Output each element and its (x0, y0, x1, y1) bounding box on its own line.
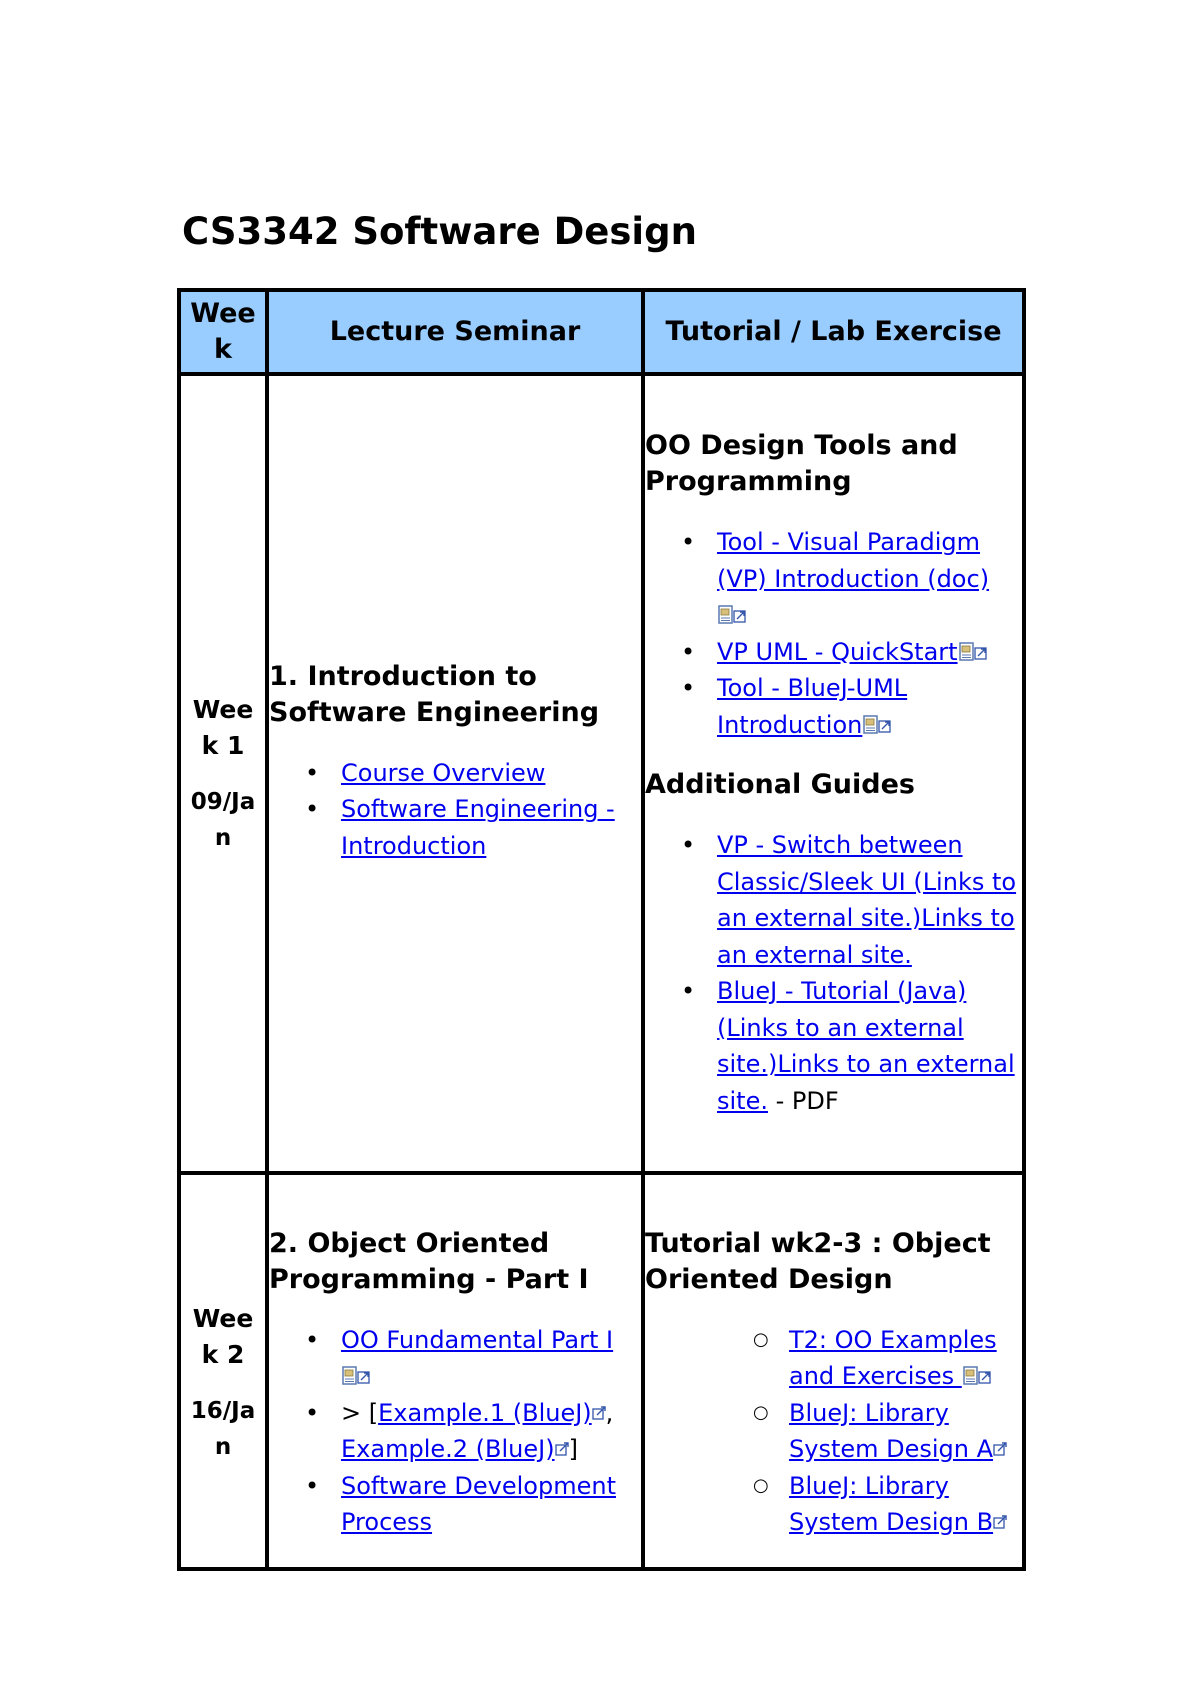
list-item (645, 1395, 1022, 1468)
example-2-link[interactable]: Example.2 (BlueJ) (341, 1435, 555, 1463)
header-lecture-seminar: Lecture Seminar (267, 290, 643, 374)
header-week: Wee k (179, 290, 267, 374)
vp-introduction-link[interactable]: Tool - Visual Paradigm (VP) Introduction (doc) (717, 528, 990, 593)
list-item (645, 634, 1022, 671)
week-label: Wee k 1 (192, 694, 254, 760)
table-row-week-1 (179, 374, 1024, 1173)
pdf-suffix: - PDF (767, 1086, 839, 1115)
external-link-icon (555, 1442, 569, 1456)
document-preview-icon[interactable] (962, 1366, 992, 1386)
list-item (645, 670, 1022, 743)
list-item (645, 524, 1022, 634)
document-preview-icon[interactable] (341, 1366, 371, 1386)
examples-suffix: ] (568, 1435, 578, 1463)
course-overview-link[interactable]: Course Overview (341, 758, 546, 787)
bluej-library-design-b-link[interactable]: BlueJ: Library System Design B (789, 1471, 994, 1536)
example-1-link[interactable]: Example.1 (BlueJ) (378, 1398, 592, 1427)
week-date: 16/Ja n (190, 1398, 256, 1460)
page-title: CS3342 Software Design (182, 210, 697, 253)
bluej-library-design-a-link[interactable]: BlueJ: Library System Design A (789, 1398, 994, 1463)
week-2-cell (179, 1173, 267, 1569)
schedule-table (177, 288, 1026, 1571)
software-engineering-intro-link[interactable]: Software Engineering - Introduction (341, 795, 615, 860)
additional-guides-links (645, 827, 1022, 1119)
list-item (645, 1468, 1022, 1541)
document-preview-icon[interactable] (717, 605, 747, 625)
examples-separator: , (605, 1398, 614, 1427)
header-tutorial-lab: Tutorial / Lab Exercise (643, 290, 1024, 374)
examples-prefix: > [ (341, 1398, 379, 1427)
list-item (269, 1468, 641, 1541)
tutorial-section-title: Tutorial wk2-3 : Object Oriented Design (645, 1227, 991, 1295)
external-link-icon (592, 1406, 606, 1420)
bluej-uml-introduction-link[interactable]: Tool - BlueJ-UML Introduction (717, 674, 908, 739)
external-link-icon (993, 1515, 1007, 1529)
tutorial-links (645, 1322, 1022, 1541)
external-link-icon (993, 1442, 1007, 1456)
t2-oo-examples-link[interactable]: T2: OO Examples and Exercises (789, 1325, 997, 1390)
list-item (269, 1322, 641, 1395)
tutorial-links (645, 524, 1022, 743)
lecture-title: 1. Introduction to Software Engineering (269, 660, 600, 728)
list-item (269, 755, 641, 792)
week-1-tutorial-cell (643, 374, 1024, 1173)
tutorial-section-title: OO Design Tools and Programming (645, 430, 958, 497)
vp-uml-quickstart-link[interactable]: VP UML - QuickStart (717, 637, 958, 666)
list-item (269, 1395, 641, 1468)
week-label: Wee k 2 (192, 1304, 254, 1369)
oo-fundamental-link[interactable]: OO Fundamental Part I (341, 1325, 614, 1354)
bluej-tutorial-link[interactable]: BlueJ - Tutorial (Java) (Links to an external site.)Links to an external site. (717, 977, 1015, 1115)
software-development-process-link[interactable]: Software Development Process (341, 1471, 616, 1536)
table-header-row (179, 290, 1024, 374)
vp-switch-ui-link[interactable]: VP - Switch between Classic/Sleek UI (Links to an external site.)Links to an external site. (717, 831, 1017, 969)
week-2-tutorial-cell (643, 1173, 1024, 1569)
week-1-lecture-cell (267, 374, 643, 1173)
week-1-cell (179, 374, 267, 1173)
lecture-title: 2. Object Oriented Programming - Part I (269, 1227, 589, 1295)
week-2-lecture-cell (267, 1173, 643, 1569)
week-date: 09/Ja n (190, 788, 256, 851)
list-item (269, 791, 641, 864)
list-item (645, 827, 1022, 973)
list-item (645, 1322, 1022, 1395)
list-item (645, 973, 1022, 1119)
lecture-links (269, 1322, 641, 1541)
additional-guides-title: Additional Guides (645, 769, 915, 800)
document-preview-icon[interactable] (862, 715, 892, 735)
table-row-week-2 (179, 1173, 1024, 1569)
document-preview-icon[interactable] (958, 642, 988, 662)
lecture-links (269, 755, 641, 865)
